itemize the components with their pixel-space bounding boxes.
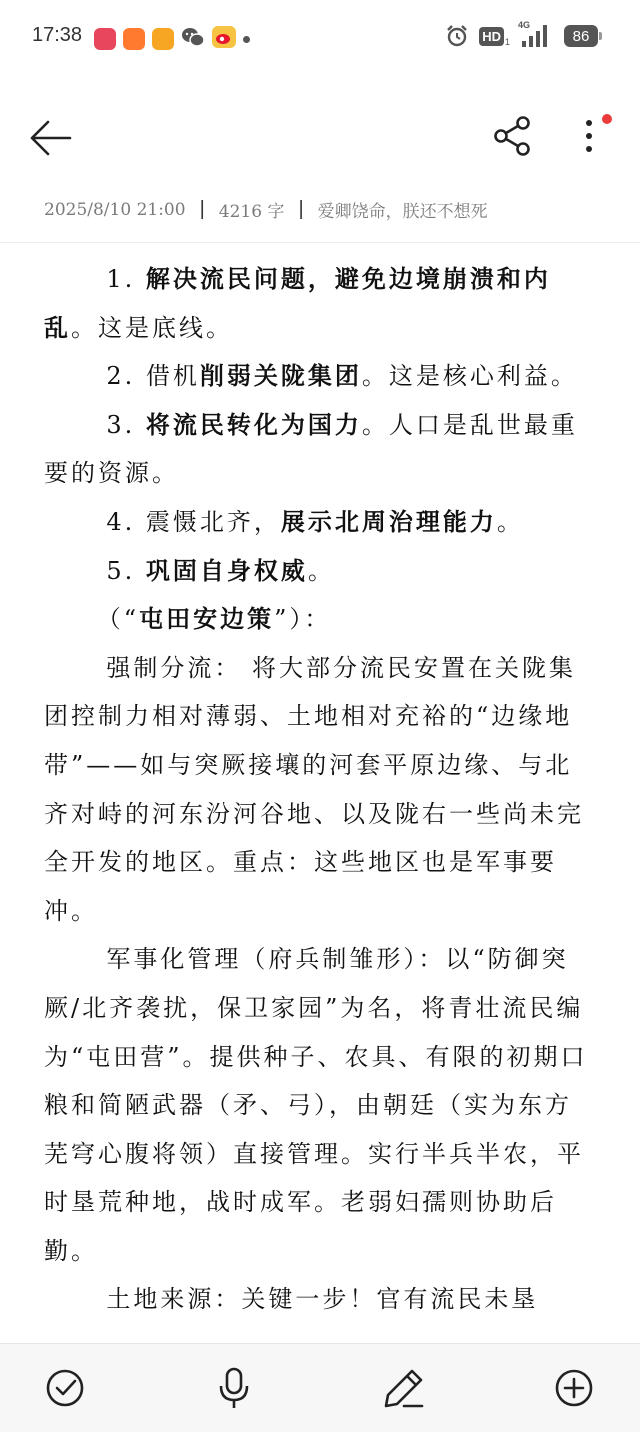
status-bar bbox=[0, 0, 640, 76]
more-notifications-dot bbox=[243, 36, 250, 43]
arrow-left-icon bbox=[26, 116, 74, 160]
system-status bbox=[445, 20, 598, 48]
tmall-app-icon bbox=[94, 28, 116, 50]
handwriting-button[interactable] bbox=[382, 1366, 426, 1410]
meta-separator: | bbox=[298, 198, 304, 220]
hd-badge: HD bbox=[479, 27, 504, 46]
network-label: 4G bbox=[518, 20, 531, 30]
insert-button[interactable] bbox=[552, 1366, 596, 1410]
signal-icon bbox=[518, 20, 554, 47]
microphone-icon bbox=[212, 1366, 256, 1410]
paragraph: 土地来源：关键一步！官有流民未垦 bbox=[106, 1285, 539, 1314]
back-button[interactable] bbox=[26, 116, 74, 160]
bottom-toolbar bbox=[0, 1343, 640, 1432]
bold-text: 解决流民问题，避免边境崩溃和内乱 bbox=[44, 264, 551, 342]
taobao-app-icon bbox=[123, 28, 145, 50]
alarm-icon bbox=[445, 24, 469, 48]
share-icon bbox=[490, 114, 534, 158]
share-button[interactable] bbox=[490, 114, 534, 158]
video-app-icon bbox=[152, 28, 174, 50]
list-item: 3. 将流民转化为国力。人口是乱世最重要的资源。 bbox=[44, 409, 578, 488]
notification-icons bbox=[94, 26, 250, 52]
note-date: 2025/8/10 21:00 bbox=[44, 199, 186, 220]
pencil-icon bbox=[382, 1366, 426, 1410]
bold-text: 巩固自身权威 bbox=[145, 555, 308, 585]
toolbar bbox=[0, 100, 640, 176]
meta-separator: | bbox=[199, 198, 205, 220]
list-item: 4. 震慑北齐，展示北周治理能力。 bbox=[106, 506, 524, 536]
status-time: 17:38 bbox=[32, 24, 83, 46]
checkmark-circle-icon bbox=[43, 1366, 87, 1410]
word-count: 4216 字 bbox=[218, 202, 285, 222]
plus-circle-icon bbox=[552, 1366, 596, 1410]
paragraph: 军事化管理（府兵制雏形）：以“防御突厥/北齐袭扰，保卫家园”为名，将青壮流民编为“屯田营”。提供种子、农具、有限的初期口粮和简陋武器（矛、弓），由朝廷（实为东方芜穹心腹将领）直接管理。实行半兵半农，平时垦荒种地，战时成军。老弱妇孺则协助后勤。 bbox=[44, 945, 588, 1265]
wechat-icon bbox=[181, 26, 205, 52]
bold-text: 展示北周治理能力 bbox=[280, 506, 497, 536]
note-meta bbox=[44, 197, 488, 222]
header-divider bbox=[0, 242, 640, 243]
hd-sub: 1 bbox=[504, 37, 510, 47]
note-content[interactable] bbox=[44, 255, 596, 1343]
checklist-button[interactable] bbox=[43, 1366, 87, 1410]
weibo-icon bbox=[212, 26, 236, 52]
list-item: 1. 解决流民问题，避免边境崩溃和内乱。这是底线。 bbox=[44, 264, 551, 342]
bold-text: 屯田安边策 bbox=[139, 604, 275, 634]
section-heading: （“屯田安边策”）： bbox=[96, 604, 332, 634]
battery-indicator: 86 bbox=[564, 25, 598, 47]
bold-text: 将流民转化为国力 bbox=[145, 409, 362, 439]
voice-input-button[interactable] bbox=[212, 1366, 256, 1410]
list-item: 2. 借机削弱关陇集团。这是核心利益。 bbox=[106, 361, 578, 391]
note-category[interactable]: 爱卿饶命，朕还不想死 bbox=[317, 202, 488, 222]
notification-badge bbox=[602, 114, 612, 124]
paragraph: 强制分流： 将大部分流民安置在关陇集团控制力相对薄弱、土地相对充裕的“边缘地带”——如与突厥接壤的河套平原边缘、与北齐对峙的河东汾河谷地、以及陇右一些尚未完全开发的地区。重点：这些地区也是军事要冲。 bbox=[44, 653, 584, 925]
list-item: 5. 巩固自身权威。 bbox=[106, 555, 335, 585]
bold-text: 削弱关陇集团 bbox=[199, 361, 362, 391]
